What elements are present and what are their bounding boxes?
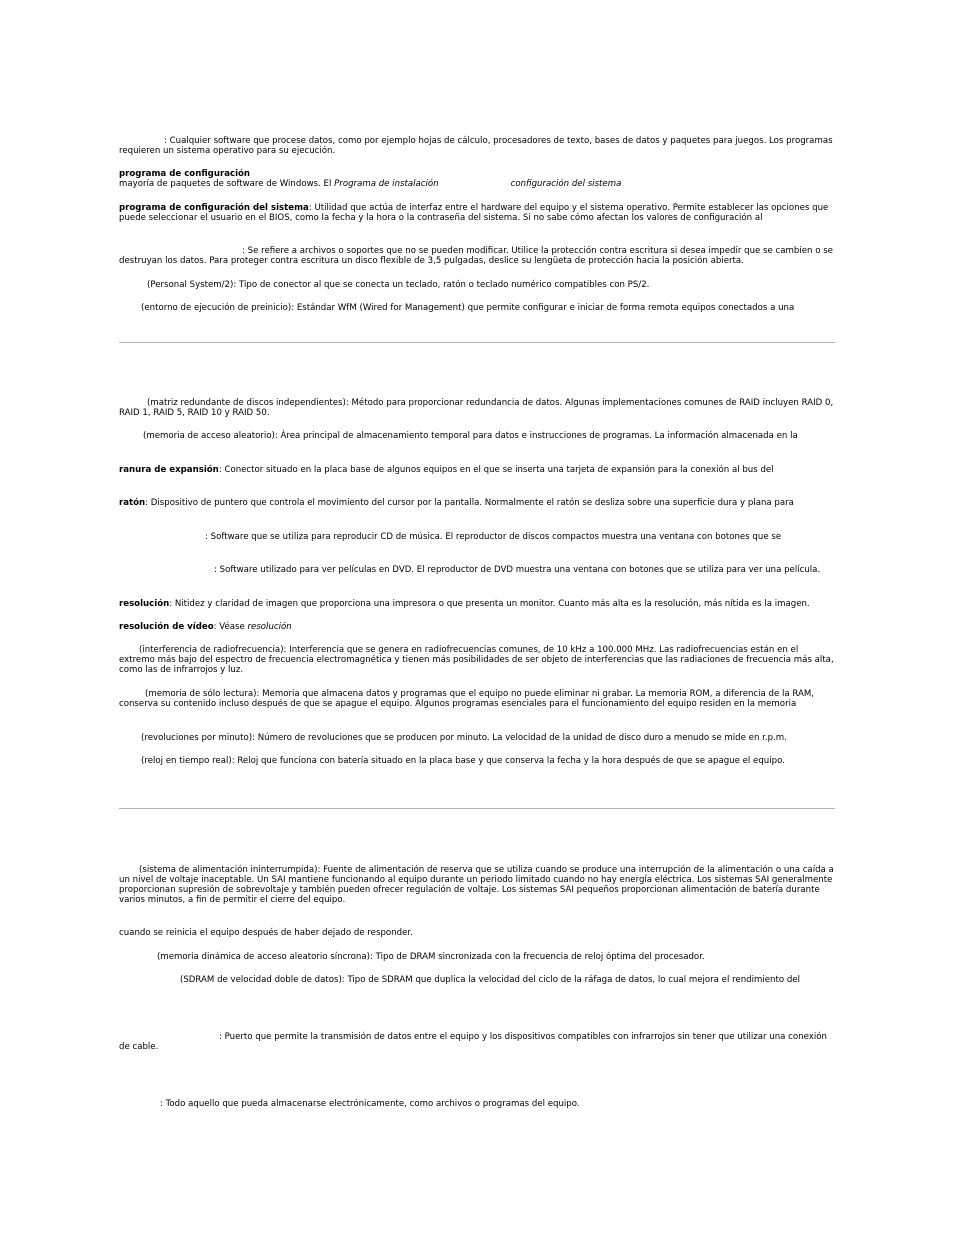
glossary-entry-rtc xyxy=(119,756,835,766)
entry-body: : Software utilizado para ver películas en DVD. El reproductor de DVD muestra una ventana con botones que se utiliza para ver una película. xyxy=(214,565,821,575)
entry-body: : Nitidez y claridad de imagen que proporciona una impresora o que presenta un monitor. Cuanto más alta es la resolución, más nítida es la imagen. xyxy=(169,599,810,609)
entry-body: : Dispositivo de puntero que controla el movimiento del cursor por la pantalla. Normalmente el ratón se desliza sobre una superficie dura y plana para xyxy=(145,498,794,508)
glossary-entry-ranura-de-expansion xyxy=(119,465,835,475)
entry-body: (memoria de sólo lectura): Memoria que almacena datos y programas que el equipo no puede eliminar ni grabar. La memoria ROM, a diferencia de la RAM, conserva su contenido incluso después de que se apague el equipo. Algunos programas esenciales para el funcionamiento del equipo residen en la memoria xyxy=(119,689,815,709)
glossary-entry-software xyxy=(119,1099,835,1109)
entry-body: : Conector situado en la placa base de algunos equipos en el que se inserta una tarjeta de expansión para la conexión al bus del xyxy=(218,465,774,475)
entry-body: : Puerto que permite la transmisión de datos entre el equipo y los dispositivos compatibles con infrarrojos sin tener que utilizar una conexión de cable. xyxy=(119,1032,827,1052)
glossary-entry-raton xyxy=(119,498,835,508)
glossary-entry-programa-de-configuracion-del-sistema xyxy=(119,203,835,223)
glossary-entry-secuencia-reinicio xyxy=(119,928,835,938)
glossary-entry-sdram-ddr xyxy=(119,975,835,985)
entry-body: (revoluciones por minuto): Número de revoluciones que se producen por minuto. La velocidad de la unidad de disco duro a menudo se mide en r.p.m. xyxy=(141,733,787,743)
entry-term: ranura de expansión xyxy=(119,465,219,475)
entry-term: programa de configuración xyxy=(119,169,251,179)
entry-emphasis: Programa de instalación xyxy=(334,179,439,189)
entry-body: (sistema de alimentación ininterrumpida): Fuente de alimentación de reserva que se utiliza cuando se produce una interrupción de la alimentación o una caída a un nivel de voltaje inaceptable. Un SAI mantiene funcionando al equipo durante un periodo limitado cuando no hay energía eléctrica. Los sistemas SAI generalmente proporcionan supresión de sobrevoltaje y también pueden ofrecer regulación de voltaje. Los sistemas SAI pequeños proporcionan alimentación de batería durante varios minutos, a fin de permitir el cierre del equipo. xyxy=(119,865,834,905)
entry-term: ratón xyxy=(119,498,146,508)
entry-body: : Software que se utiliza para reproducir CD de música. El reproductor de discos compactos muestra una ventana con botones que se xyxy=(205,532,782,542)
glossary-entry-resolucion-de-video xyxy=(119,622,835,632)
glossary-entry-reproductor-de-dvd xyxy=(119,565,835,575)
glossary-entry-sai xyxy=(119,865,835,905)
glossary-entry-proteccion-contra-escritura xyxy=(119,246,835,266)
glossary-entry-pxe xyxy=(119,303,835,313)
glossary-entry-ram xyxy=(119,431,835,441)
entry-emphasis: configuración del sistema xyxy=(510,179,622,189)
entry-body: (memoria dinámica de acceso aleatorio síncrona): Tipo de DRAM sincronizada con la frecuencia de reloj óptima del procesador. xyxy=(157,952,705,962)
entry-body: (reloj en tiempo real): Reloj que funciona con batería situado en la placa base y que conserva la fecha y la hora después de que se apague el equipo. xyxy=(141,756,785,766)
glossary-entry-resolucion xyxy=(119,599,835,609)
glossary-entry-sdram xyxy=(119,952,835,962)
entry-body: (memoria de acceso aleatorio): Área principal de almacenamiento temporal para datos e instrucciones de programas. La información almacenada en la xyxy=(143,431,798,441)
entry-body: : Utilidad que actúa de interfaz entre el hardware del equipo y el sistema operativo. Permite establecer las opciones que puede seleccionar el usuario en el BIOS, como la fecha y la hora o la contraseña del sistema. Si no sabe cómo afectan los valores de configuración al xyxy=(119,203,829,223)
glossary-entry-ps2 xyxy=(119,280,835,290)
entry-body: (matriz redundante de discos independientes): Método para proporcionar redundancia de datos. Algunas implementaciones comunes de RAID incluyen RAID 0, RAID 1, RAID 5, RAID 10 y RAID 50. xyxy=(119,398,834,418)
entry-term: programa de configuración del sistema xyxy=(119,203,309,213)
glossary-entry-rom xyxy=(119,689,835,709)
glossary-entry-reproductor-de-cd xyxy=(119,532,835,542)
entry-body: (Personal System/2): Tipo de conector al que se conecta un teclado, ratón o teclado numérico compatibles con PS/2. xyxy=(147,280,650,290)
glossary-entry-sensor-infrarrojos xyxy=(119,1032,835,1052)
entry-term: resolución xyxy=(119,599,170,609)
entry-body: (entorno de ejecución de preinicio): Estándar WfM (Wired for Management) que permite configurar e iniciar de forma remota equipos conectados a una xyxy=(141,303,795,313)
entry-body: (SDRAM de velocidad doble de datos): Tipo de SDRAM que duplica la velocidad del ciclo de la ráfaga de datos, lo cual mejora el rendimiento del xyxy=(180,975,800,985)
entry-body: : Se refiere a archivos o soportes que no se pueden modificar. Utilice la protección contra escritura si desea impedir que se cambien o se destruyan los datos. Para proteger contra escritura un disco flexible de 3,5 pulgadas, deslice su lengüeta de protección hacia la posición abierta. xyxy=(119,246,833,266)
entry-body: (interferencia de radiofrecuencia): Interferencia que se genera en radiofrecuencias comunes, de 10 kHz a 100.000 MHz. Las radiofrecuencias están en el extremo más bajo del espectro de frecuencia electromagnética y tienen más posibilidades de ser objeto de interferencias que las radiaciones de frecuencia más alta, como las de infrarrojos y luz. xyxy=(119,645,834,675)
entry-crossref[interactable]: resolución xyxy=(247,622,292,632)
section-divider xyxy=(119,808,835,809)
glossary-entry-programa xyxy=(119,136,835,156)
entry-body: mayoría de paquetes de software de Windows. El xyxy=(119,179,335,189)
section-divider xyxy=(119,342,835,343)
entry-body: : Véase xyxy=(213,622,248,632)
glossary-entry-raid xyxy=(119,398,835,418)
glossary-entry-rfi xyxy=(119,645,835,675)
entry-term: resolución de vídeo xyxy=(119,622,214,632)
glossary-entry-rpm xyxy=(119,733,835,743)
entry-body: : Cualquier software que procese datos, como por ejemplo hojas de cálculo, procesadores de texto, bases de datos y paquetes para juegos. Los programas requieren un sistema operativo para su ejecución. xyxy=(119,136,833,156)
entry-body: : Todo aquello que pueda almacenarse electrónicamente, como archivos o programas del equipo. xyxy=(160,1099,580,1109)
entry-body: cuando se reinicia el equipo después de haber dejado de responder. xyxy=(119,928,413,938)
glossary-entry-programa-de-configuracion xyxy=(119,169,835,189)
